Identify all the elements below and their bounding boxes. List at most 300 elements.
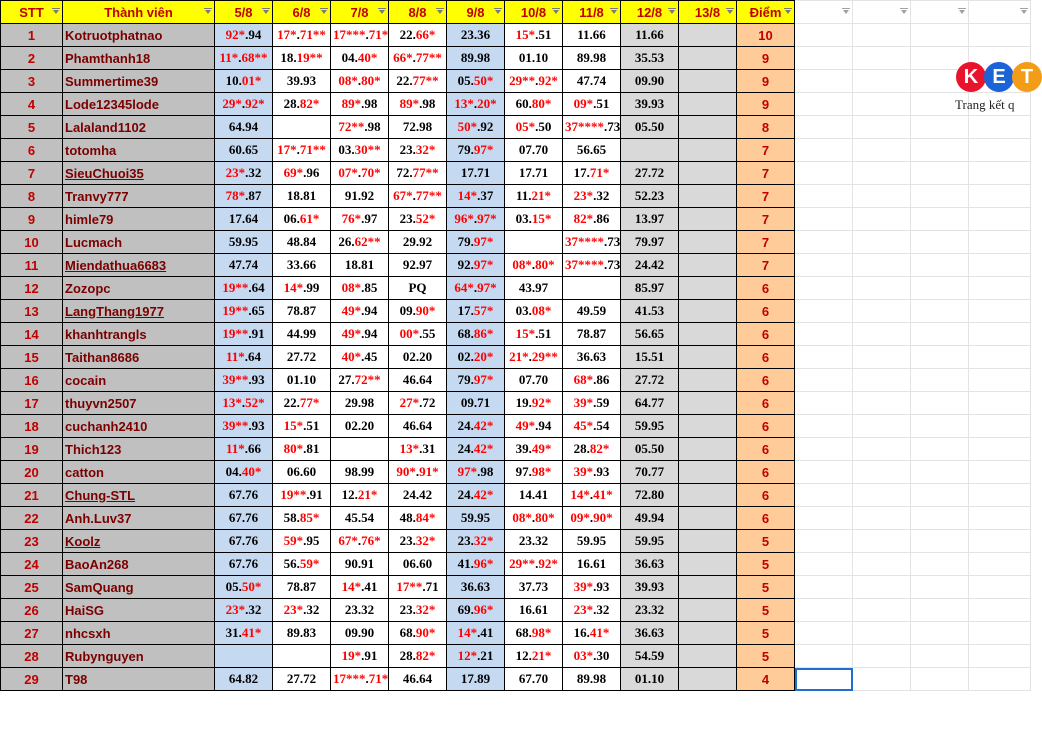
member-name-cell[interactable]: SamQuang xyxy=(63,576,215,599)
stt-cell[interactable]: 23 xyxy=(1,530,63,553)
result-cell[interactable]: 03.08* xyxy=(505,300,563,323)
empty-cell[interactable] xyxy=(853,553,911,576)
empty-cell[interactable] xyxy=(853,323,911,346)
result-cell[interactable]: 11.66 xyxy=(621,24,679,47)
result-cell[interactable]: 68.86* xyxy=(447,323,505,346)
empty-cell[interactable] xyxy=(911,162,969,185)
member-name-cell[interactable]: cuchanh2410 xyxy=(63,415,215,438)
result-cell[interactable]: 28.82* xyxy=(273,93,331,116)
filter-dropdown-icon[interactable] xyxy=(552,8,560,16)
result-cell[interactable]: 79.97* xyxy=(447,369,505,392)
result-cell[interactable]: 26.62** xyxy=(331,231,389,254)
empty-cell[interactable] xyxy=(911,622,969,645)
score-cell[interactable]: 6 xyxy=(737,461,795,484)
result-cell[interactable]: 23.32* xyxy=(389,530,447,553)
result-cell[interactable] xyxy=(679,438,737,461)
result-cell[interactable] xyxy=(679,622,737,645)
result-cell[interactable]: 28.82* xyxy=(389,645,447,668)
result-cell[interactable]: 85.97 xyxy=(621,277,679,300)
empty-cell[interactable] xyxy=(911,530,969,553)
result-cell[interactable] xyxy=(621,139,679,162)
result-cell[interactable]: 78.87 xyxy=(563,323,621,346)
filter-dropdown-icon[interactable] xyxy=(320,8,328,16)
member-name-cell[interactable]: Chung-STL xyxy=(63,484,215,507)
result-cell[interactable]: 89*.98 xyxy=(331,93,389,116)
result-cell[interactable]: 23.32 xyxy=(621,599,679,622)
result-cell[interactable]: 47.74 xyxy=(215,254,273,277)
empty-cell[interactable] xyxy=(853,507,911,530)
result-cell[interactable]: 49*.94 xyxy=(505,415,563,438)
result-cell[interactable] xyxy=(679,277,737,300)
empty-cell[interactable] xyxy=(853,530,911,553)
result-cell[interactable]: 23*.32 xyxy=(563,599,621,622)
empty-cell[interactable] xyxy=(853,622,911,645)
result-cell[interactable]: 13*.31 xyxy=(389,438,447,461)
empty-cell[interactable] xyxy=(969,415,1031,438)
result-cell[interactable]: 79.97* xyxy=(447,231,505,254)
result-cell[interactable]: 16.61 xyxy=(563,553,621,576)
result-cell[interactable] xyxy=(679,461,737,484)
result-cell[interactable]: 59.95 xyxy=(621,415,679,438)
result-cell[interactable]: 29.92 xyxy=(389,231,447,254)
result-cell[interactable]: 82*.86 xyxy=(563,208,621,231)
result-cell[interactable]: 59.95 xyxy=(447,507,505,530)
member-name-cell[interactable]: T98 xyxy=(63,668,215,691)
result-cell[interactable]: 92.97* xyxy=(447,254,505,277)
score-cell[interactable]: 6 xyxy=(737,507,795,530)
filter-dropdown-icon[interactable] xyxy=(900,8,908,16)
result-cell[interactable] xyxy=(563,277,621,300)
empty-cell[interactable] xyxy=(911,461,969,484)
result-cell[interactable]: 67.76 xyxy=(215,530,273,553)
result-cell[interactable]: 11*.66 xyxy=(215,438,273,461)
result-cell[interactable]: 67*.77** xyxy=(389,185,447,208)
result-cell[interactable]: 47.74 xyxy=(563,70,621,93)
result-cell[interactable]: 14*.99 xyxy=(273,277,331,300)
result-cell[interactable]: 17.71* xyxy=(563,162,621,185)
result-cell[interactable]: 09.90 xyxy=(621,70,679,93)
column-header-day-9[interactable] xyxy=(679,1,737,24)
result-cell[interactable] xyxy=(679,162,737,185)
result-cell[interactable]: 03*.30 xyxy=(563,645,621,668)
empty-cell[interactable] xyxy=(795,461,853,484)
result-cell[interactable] xyxy=(679,93,737,116)
result-cell[interactable]: 39*.93 xyxy=(563,576,621,599)
result-cell[interactable]: 67.76 xyxy=(215,507,273,530)
result-cell[interactable]: 76*.97 xyxy=(331,208,389,231)
result-cell[interactable]: 36.63 xyxy=(621,622,679,645)
result-cell[interactable]: 68.90* xyxy=(389,622,447,645)
result-cell[interactable]: 04.40* xyxy=(331,47,389,70)
result-cell[interactable]: 01.10 xyxy=(273,369,331,392)
empty-cell[interactable] xyxy=(795,484,853,507)
member-name-cell[interactable]: Kotruotphatnao xyxy=(63,24,215,47)
filter-dropdown-icon[interactable] xyxy=(668,8,676,16)
result-cell[interactable]: 22.66* xyxy=(389,24,447,47)
result-cell[interactable]: 16.61 xyxy=(505,599,563,622)
result-cell[interactable]: 17***.71* xyxy=(331,668,389,691)
result-cell[interactable]: 49*.94 xyxy=(331,300,389,323)
score-cell[interactable]: 6 xyxy=(737,277,795,300)
result-cell[interactable] xyxy=(679,645,737,668)
member-name-cell[interactable]: nhcsxh xyxy=(63,622,215,645)
result-cell[interactable] xyxy=(679,254,737,277)
empty-cell[interactable] xyxy=(911,300,969,323)
result-cell[interactable] xyxy=(679,47,737,70)
member-name-cell[interactable]: thuyvn2507 xyxy=(63,392,215,415)
empty-cell[interactable] xyxy=(795,277,853,300)
empty-cell[interactable] xyxy=(853,93,911,116)
empty-cell[interactable] xyxy=(969,622,1031,645)
result-cell[interactable]: 37****.73 xyxy=(563,231,621,254)
member-name-cell[interactable]: Taithan8686 xyxy=(63,346,215,369)
score-cell[interactable]: 6 xyxy=(737,323,795,346)
result-cell[interactable]: 23.32* xyxy=(389,139,447,162)
empty-cell[interactable] xyxy=(795,438,853,461)
stt-cell[interactable]: 9 xyxy=(1,208,63,231)
score-cell[interactable]: 5 xyxy=(737,553,795,576)
result-cell[interactable] xyxy=(505,231,563,254)
stt-cell[interactable]: 14 xyxy=(1,323,63,346)
result-cell[interactable]: 60.80* xyxy=(505,93,563,116)
empty-cell[interactable] xyxy=(853,254,911,277)
empty-cell[interactable] xyxy=(795,576,853,599)
member-name-cell[interactable]: Lalaland1102 xyxy=(63,116,215,139)
result-cell[interactable]: 67.76 xyxy=(215,484,273,507)
result-cell[interactable]: 24.42* xyxy=(447,484,505,507)
result-cell[interactable]: 13.97 xyxy=(621,208,679,231)
result-cell[interactable]: 92.97 xyxy=(389,254,447,277)
empty-cell[interactable] xyxy=(795,645,853,668)
result-cell[interactable]: 23*.32 xyxy=(215,599,273,622)
result-cell[interactable]: 49.59 xyxy=(563,300,621,323)
empty-cell[interactable] xyxy=(911,254,969,277)
empty-cell[interactable] xyxy=(853,208,911,231)
result-cell[interactable]: 17***.71* xyxy=(331,24,389,47)
empty-cell[interactable] xyxy=(795,622,853,645)
filter-dropdown-icon[interactable] xyxy=(378,8,386,16)
empty-cell[interactable] xyxy=(795,93,853,116)
result-cell[interactable]: 13*.52* xyxy=(215,392,273,415)
result-cell[interactable] xyxy=(679,139,737,162)
result-cell[interactable]: 49.94 xyxy=(621,507,679,530)
empty-cell[interactable] xyxy=(969,461,1031,484)
column-header-score[interactable] xyxy=(737,1,795,24)
empty-cell[interactable] xyxy=(969,185,1031,208)
result-cell[interactable]: 17.64 xyxy=(215,208,273,231)
result-cell[interactable]: 68*.86 xyxy=(563,369,621,392)
result-cell[interactable]: 03.30** xyxy=(331,139,389,162)
empty-cell[interactable] xyxy=(911,231,969,254)
result-cell[interactable]: 02.20 xyxy=(389,346,447,369)
member-name-cell[interactable]: Lucmach xyxy=(63,231,215,254)
empty-cell[interactable] xyxy=(911,369,969,392)
result-cell[interactable]: 28.82* xyxy=(563,438,621,461)
empty-cell[interactable] xyxy=(911,392,969,415)
stt-cell[interactable]: 19 xyxy=(1,438,63,461)
filter-dropdown-icon[interactable] xyxy=(204,8,212,16)
empty-cell[interactable] xyxy=(853,139,911,162)
member-name-cell[interactable]: Koolz xyxy=(63,530,215,553)
empty-cell[interactable] xyxy=(911,438,969,461)
result-cell[interactable]: 89.98 xyxy=(447,47,505,70)
result-cell[interactable]: 59.95 xyxy=(621,530,679,553)
empty-cell[interactable] xyxy=(969,392,1031,415)
empty-cell[interactable] xyxy=(911,24,969,47)
result-cell[interactable]: 05.50* xyxy=(215,576,273,599)
empty-cell[interactable] xyxy=(795,346,853,369)
empty-cell[interactable] xyxy=(969,300,1031,323)
score-cell[interactable]: 5 xyxy=(737,576,795,599)
result-cell[interactable]: 45.54 xyxy=(331,507,389,530)
result-cell[interactable] xyxy=(679,415,737,438)
result-cell[interactable]: 37****.73 xyxy=(563,116,621,139)
result-cell[interactable]: 79.97 xyxy=(621,231,679,254)
empty-cell[interactable] xyxy=(795,392,853,415)
result-cell[interactable]: 35.53 xyxy=(621,47,679,70)
result-cell[interactable]: 72**.98 xyxy=(331,116,389,139)
score-cell[interactable]: 9 xyxy=(737,70,795,93)
result-cell[interactable]: 23*.32 xyxy=(273,599,331,622)
stt-cell[interactable]: 11 xyxy=(1,254,63,277)
stt-cell[interactable]: 16 xyxy=(1,369,63,392)
result-cell[interactable] xyxy=(679,668,737,691)
empty-cell[interactable] xyxy=(969,139,1031,162)
score-cell[interactable]: 7 xyxy=(737,185,795,208)
empty-cell[interactable] xyxy=(795,139,853,162)
score-cell[interactable]: 9 xyxy=(737,93,795,116)
result-cell[interactable] xyxy=(679,185,737,208)
result-cell[interactable]: 59.95 xyxy=(563,530,621,553)
result-cell[interactable]: 80*.81 xyxy=(273,438,331,461)
empty-cell[interactable] xyxy=(853,461,911,484)
result-cell[interactable]: 56.65 xyxy=(621,323,679,346)
result-cell[interactable]: 19.92* xyxy=(505,392,563,415)
stt-cell[interactable]: 22 xyxy=(1,507,63,530)
result-cell[interactable]: 39.93 xyxy=(273,70,331,93)
empty-cell[interactable] xyxy=(795,231,853,254)
result-cell[interactable]: 23.32 xyxy=(331,599,389,622)
member-name-cell[interactable]: cocain xyxy=(63,369,215,392)
result-cell[interactable]: 98.99 xyxy=(331,461,389,484)
result-cell[interactable]: 21*.29** xyxy=(505,346,563,369)
stt-cell[interactable]: 10 xyxy=(1,231,63,254)
stt-cell[interactable]: 2 xyxy=(1,47,63,70)
empty-cell[interactable] xyxy=(969,507,1031,530)
empty-cell[interactable] xyxy=(853,668,911,691)
stt-cell[interactable]: 13 xyxy=(1,300,63,323)
result-cell[interactable]: 27.72 xyxy=(621,369,679,392)
filter-dropdown-icon[interactable] xyxy=(1020,8,1028,16)
filter-dropdown-icon[interactable] xyxy=(262,8,270,16)
result-cell[interactable]: 89.98 xyxy=(563,47,621,70)
result-cell[interactable]: 02.20 xyxy=(331,415,389,438)
result-cell[interactable]: 23.32 xyxy=(505,530,563,553)
score-cell[interactable]: 8 xyxy=(737,116,795,139)
empty-cell[interactable] xyxy=(853,231,911,254)
stt-cell[interactable]: 12 xyxy=(1,277,63,300)
score-cell[interactable]: 5 xyxy=(737,599,795,622)
column-header-day-2[interactable] xyxy=(273,1,331,24)
result-cell[interactable]: 64*.97* xyxy=(447,277,505,300)
column-header-day-5[interactable] xyxy=(447,1,505,24)
result-cell[interactable]: 36.63 xyxy=(621,553,679,576)
empty-cell[interactable] xyxy=(795,369,853,392)
stt-cell[interactable]: 27 xyxy=(1,622,63,645)
result-cell[interactable]: 72.77** xyxy=(389,162,447,185)
result-cell[interactable]: 11*.64 xyxy=(215,346,273,369)
result-cell[interactable]: 52.23 xyxy=(621,185,679,208)
stt-cell[interactable]: 20 xyxy=(1,461,63,484)
empty-cell[interactable] xyxy=(911,599,969,622)
filter-dropdown-icon[interactable] xyxy=(52,8,60,16)
result-cell[interactable]: 01.10 xyxy=(621,668,679,691)
result-cell[interactable]: 24.42* xyxy=(447,415,505,438)
empty-cell[interactable] xyxy=(969,668,1031,691)
stt-cell[interactable]: 3 xyxy=(1,70,63,93)
member-name-cell[interactable]: BaoAn268 xyxy=(63,553,215,576)
empty-cell[interactable] xyxy=(853,162,911,185)
empty-cell[interactable] xyxy=(911,346,969,369)
empty-cell[interactable] xyxy=(969,346,1031,369)
stt-cell[interactable]: 7 xyxy=(1,162,63,185)
empty-cell[interactable] xyxy=(969,323,1031,346)
score-cell[interactable]: 6 xyxy=(737,300,795,323)
stt-cell[interactable]: 6 xyxy=(1,139,63,162)
result-cell[interactable]: 12.21* xyxy=(505,645,563,668)
stt-cell[interactable]: 21 xyxy=(1,484,63,507)
empty-column-header[interactable] xyxy=(853,1,911,24)
column-header-member[interactable] xyxy=(63,1,215,24)
empty-cell[interactable] xyxy=(969,530,1031,553)
result-cell[interactable]: 23.32* xyxy=(447,530,505,553)
member-name-cell[interactable]: HaiSG xyxy=(63,599,215,622)
result-cell[interactable]: 54.59 xyxy=(621,645,679,668)
stt-cell[interactable]: 1 xyxy=(1,24,63,47)
result-cell[interactable]: 89*.98 xyxy=(389,93,447,116)
result-cell[interactable]: 06.61* xyxy=(273,208,331,231)
result-cell[interactable] xyxy=(679,369,737,392)
result-cell[interactable] xyxy=(215,645,273,668)
result-cell[interactable]: 78.87 xyxy=(273,576,331,599)
result-cell[interactable]: 17.89 xyxy=(447,668,505,691)
result-cell[interactable]: 29**.92* xyxy=(505,553,563,576)
result-cell[interactable]: 01.10 xyxy=(505,47,563,70)
result-cell[interactable]: 97*.98 xyxy=(447,461,505,484)
empty-cell[interactable] xyxy=(969,231,1031,254)
empty-cell[interactable] xyxy=(795,162,853,185)
result-cell[interactable] xyxy=(679,116,737,139)
result-cell[interactable]: 19**.91 xyxy=(215,323,273,346)
result-cell[interactable]: 11.66 xyxy=(563,24,621,47)
empty-cell[interactable] xyxy=(969,254,1031,277)
result-cell[interactable]: 67*.76* xyxy=(331,530,389,553)
result-cell[interactable]: 40*.45 xyxy=(331,346,389,369)
result-cell[interactable]: 69.96* xyxy=(447,599,505,622)
empty-cell[interactable] xyxy=(969,645,1031,668)
filter-dropdown-icon[interactable] xyxy=(784,8,792,16)
result-cell[interactable]: 27.72 xyxy=(273,346,331,369)
filter-dropdown-icon[interactable] xyxy=(436,8,444,16)
result-cell[interactable]: 29*.92* xyxy=(215,93,273,116)
result-cell[interactable]: 64.77 xyxy=(621,392,679,415)
result-cell[interactable]: 05*.50 xyxy=(505,116,563,139)
empty-cell[interactable] xyxy=(969,438,1031,461)
result-cell[interactable]: 92*.94 xyxy=(215,24,273,47)
empty-cell[interactable] xyxy=(969,277,1031,300)
result-cell[interactable]: 72.98 xyxy=(389,116,447,139)
result-cell[interactable] xyxy=(679,70,737,93)
column-header-day-6[interactable] xyxy=(505,1,563,24)
result-cell[interactable]: 78.87 xyxy=(273,300,331,323)
result-cell[interactable]: 19*.91 xyxy=(331,645,389,668)
result-cell[interactable]: 19**.91 xyxy=(273,484,331,507)
empty-cell[interactable] xyxy=(911,415,969,438)
empty-cell[interactable] xyxy=(795,323,853,346)
empty-cell[interactable] xyxy=(911,208,969,231)
empty-cell[interactable] xyxy=(911,139,969,162)
result-cell[interactable]: 60.65 xyxy=(215,139,273,162)
empty-cell[interactable] xyxy=(795,415,853,438)
score-cell[interactable]: 4 xyxy=(737,668,795,691)
score-cell[interactable]: 7 xyxy=(737,139,795,162)
result-cell[interactable] xyxy=(273,116,331,139)
result-cell[interactable]: 96*.97* xyxy=(447,208,505,231)
empty-cell[interactable] xyxy=(969,369,1031,392)
result-cell[interactable]: 56.65 xyxy=(563,139,621,162)
result-cell[interactable] xyxy=(679,208,737,231)
stt-cell[interactable]: 26 xyxy=(1,599,63,622)
result-cell[interactable]: 23.32* xyxy=(389,599,447,622)
result-cell[interactable]: 44.99 xyxy=(273,323,331,346)
score-cell[interactable]: 6 xyxy=(737,438,795,461)
result-cell[interactable]: 14*.37 xyxy=(447,185,505,208)
result-cell[interactable]: 39.49* xyxy=(505,438,563,461)
result-cell[interactable]: 49*.94 xyxy=(331,323,389,346)
result-cell[interactable] xyxy=(679,231,737,254)
empty-cell[interactable] xyxy=(795,553,853,576)
result-cell[interactable]: 07.70 xyxy=(505,369,563,392)
empty-column-header[interactable] xyxy=(911,1,969,24)
filter-dropdown-icon[interactable] xyxy=(726,8,734,16)
score-cell[interactable]: 5 xyxy=(737,645,795,668)
result-cell[interactable]: 23*.32 xyxy=(563,185,621,208)
column-header-stt[interactable] xyxy=(1,1,63,24)
result-cell[interactable]: 67.76 xyxy=(215,553,273,576)
result-cell[interactable]: 39.93 xyxy=(621,576,679,599)
result-cell[interactable]: 37****.73 xyxy=(563,254,621,277)
empty-cell[interactable] xyxy=(911,645,969,668)
result-cell[interactable]: 91.92 xyxy=(331,185,389,208)
result-cell[interactable]: 05.50* xyxy=(447,70,505,93)
result-cell[interactable] xyxy=(679,530,737,553)
result-cell[interactable]: 97.98* xyxy=(505,461,563,484)
result-cell[interactable]: 14.41 xyxy=(505,484,563,507)
filter-dropdown-icon[interactable] xyxy=(494,8,502,16)
result-cell[interactable]: 15.51 xyxy=(621,346,679,369)
result-cell[interactable]: 17*.71** xyxy=(273,24,331,47)
result-cell[interactable]: 23.36 xyxy=(447,24,505,47)
result-cell[interactable]: 90.91 xyxy=(331,553,389,576)
member-name-cell[interactable]: Tranvy777 xyxy=(63,185,215,208)
filter-dropdown-icon[interactable] xyxy=(958,8,966,16)
result-cell[interactable]: 43.97 xyxy=(505,277,563,300)
member-name-cell[interactable]: totomha xyxy=(63,139,215,162)
stt-cell[interactable]: 5 xyxy=(1,116,63,139)
result-cell[interactable] xyxy=(679,24,737,47)
result-cell[interactable]: 66*.77** xyxy=(389,47,447,70)
result-cell[interactable]: 78*.87 xyxy=(215,185,273,208)
